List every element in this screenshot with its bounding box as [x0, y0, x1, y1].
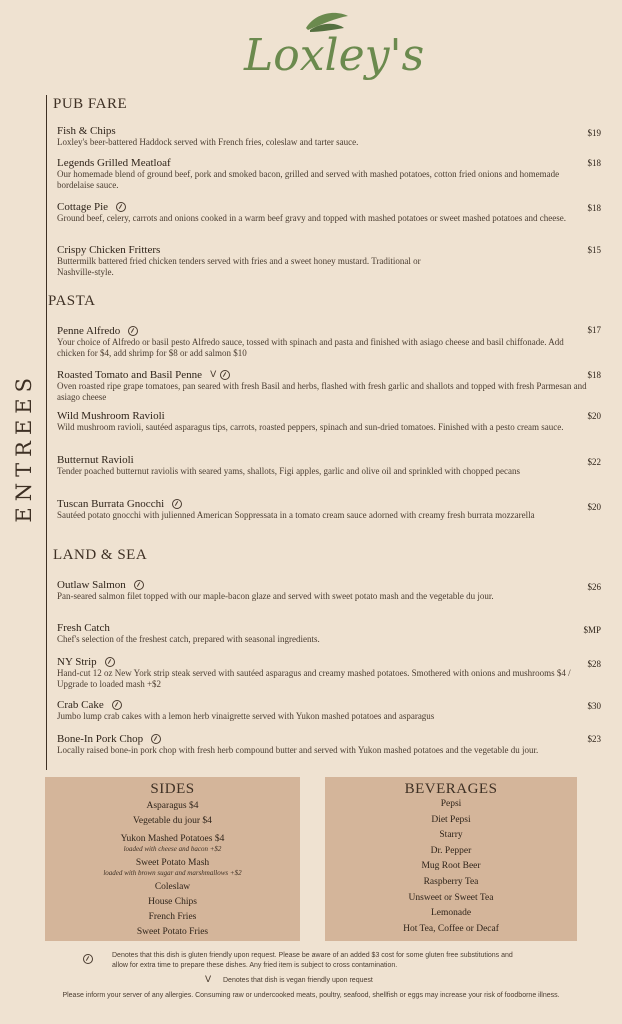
logo-wordmark: Loxley's [244, 30, 425, 81]
beverage-item: Pepsi [440, 799, 462, 809]
section-title-pasta: PASTA [48, 293, 96, 309]
menu-item-fish-chips [57, 125, 587, 148]
sides-title: SIDES [150, 781, 195, 797]
item-name: NY Strip [57, 656, 97, 668]
item-desc: Hand-cut 12 oz New York strip steak served with sautéed asparagus and creamy mashed potatoes. Smothered with onions and mushrooms $4 / Upgrade to loaded mash +$2 [57, 668, 571, 689]
item-name: Penne Alfredo [57, 325, 121, 337]
item-desc: Oven roasted ripe grape tomatoes, pan seared with fresh Basil and herbs, flashed with fresh garlic and shallots and topped with fresh Parmesan and asiago cheese [57, 381, 587, 402]
item-name: Fresh Catch [57, 622, 110, 634]
menu-item-butternut-ravioli [57, 454, 587, 477]
leaf-logo-icon [236, 8, 425, 86]
item-price: $15 [587, 245, 601, 255]
item-desc: Locally raised bone-in pork chop with fresh herb compound butter and served with Yukon mashed potatoes and the vegetable du jour. [57, 745, 539, 755]
item-desc: Pan-seared salmon filet topped with our maple-bacon glaze and served with sweet potato mash and the vegetable du jour. [57, 591, 494, 601]
side-item: Asparagus $4 [146, 801, 199, 811]
item-desc: Chef's selection of the freshest catch, prepared with seasonal ingredients. [57, 634, 320, 644]
item-price: $28 [587, 659, 601, 669]
legend-vegan-note: Denotes that dish is vegan friendly upon request [223, 977, 373, 984]
section-title-pub-fare: PUB FARE [53, 96, 128, 112]
beverage-item: Lemonade [430, 908, 472, 919]
side-item: Vegetable du jour $4 [133, 816, 212, 826]
section-title-land-sea: LAND & SEA [53, 547, 148, 563]
beverage-item: Mug Root Beer [421, 861, 481, 872]
menu-item-tomato-basil-penne [57, 369, 587, 402]
entrees-divider-line [46, 95, 47, 770]
menu-item-fresh-catch [57, 622, 587, 645]
side-item: House Chips [148, 897, 197, 907]
item-price: $30 [587, 701, 601, 711]
legend-gluten-note: Denotes that this dish is gluten friendly upon request. Please be aware of an added $3 cost for some gluten free substitutions and allow for extra time to prepare these dishes. Any fried item is subject to cross contamination. [112, 952, 513, 969]
entrees-side-label: ENTREES [12, 372, 36, 523]
gluten-friendly-icon [105, 657, 115, 667]
vegan-icon: V [210, 370, 217, 380]
item-desc: Our homemade blend of ground beef, pork and smoked bacon, grilled and served with mashed potatoes, cotton fried onions and homemade bordelaise sauce. [57, 169, 560, 190]
item-price: $18 [587, 203, 601, 213]
item-desc: Wild mushroom ravioli, sautéed asparagus tips, carrots, roasted peppers, spinach and sun-dried tomatoes. Finished with a pesto cream sauce. [57, 422, 564, 432]
menu-item-mushroom-ravioli [57, 410, 587, 433]
beverages-box [325, 777, 577, 941]
side-item-note: loaded with cheese and bacon +$2 [123, 845, 222, 853]
menu-item-meatloaf [57, 157, 587, 190]
gluten-friendly-icon [116, 202, 126, 212]
item-name: Cottage Pie [57, 201, 109, 213]
item-desc: Jumbo lump crab cakes with a lemon herb vinaigrette served with Yukon mashed potatoes and asparagus [57, 711, 435, 721]
item-price: $17 [587, 325, 601, 335]
item-name: Crab Cake [57, 699, 104, 711]
gluten-friendly-icon [151, 734, 161, 744]
menu-item-pork-chop [57, 733, 587, 756]
item-desc: Tender poached butternut raviolis with seared yams, shallots, Figi apples, garlic and olive oil and sprinkled with chopped pecans [57, 466, 521, 476]
item-name: Wild Mushroom Ravioli [57, 410, 165, 422]
menu-item-ny-strip [57, 656, 587, 689]
item-price: $23 [587, 734, 601, 744]
item-desc: Your choice of Alfredo or basil pesto Alfredo sauce, tossed with spinach and pasta and finished with asiago cheese and basil chiffonade. Add chicken for $4, add shrimp for $8 or add salmon $10 [57, 337, 564, 358]
item-name: Crispy Chicken Fritters [57, 244, 161, 256]
beverage-item: Raspberry Tea [423, 876, 479, 887]
item-price: $18 [587, 158, 601, 168]
menu-item-penne-alfredo [57, 325, 587, 358]
item-price: $20 [587, 502, 601, 512]
item-price: $19 [587, 128, 601, 138]
gluten-friendly-icon [134, 580, 144, 590]
allergy-footer: Please inform your server of any allergies. Consuming raw or undercooked meats, poultry, seafood, shellfish or eggs may increase your risk of foodborne illness. [62, 992, 560, 999]
menu-item-chicken-fritters [57, 244, 587, 277]
side-item: French Fries [148, 912, 197, 922]
gluten-friendly-icon [220, 370, 230, 380]
side-item: Sweet Potato Mash [135, 858, 210, 868]
loxleys-logo [236, 8, 425, 86]
beverages-title: BEVERAGES [404, 781, 498, 797]
gluten-friendly-icon [112, 700, 122, 710]
menu-item-crab-cake [57, 699, 587, 722]
item-price: $MP [583, 625, 601, 635]
beverage-item: Unsweet or Sweet Tea [408, 892, 494, 903]
item-name: Outlaw Salmon [57, 579, 126, 591]
side-item: Sweet Potato Fries [136, 927, 209, 937]
gluten-friendly-icon [128, 326, 138, 336]
beverage-item: Starry [439, 830, 463, 841]
menu-item-burrata-gnocchi [57, 498, 587, 521]
item-desc: Loxley's beer-battered Haddock served with French fries, coleslaw and tarter sauce. [57, 137, 359, 147]
item-price: $18 [587, 370, 601, 380]
item-name: Roasted Tomato and Basil Penne [57, 369, 203, 381]
item-name: Tuscan Burrata Gnocchi [57, 498, 165, 510]
item-desc: Ground beef, celery, carrots and onions cooked in a warm beef gravy and topped with mashed potatoes or sweet mashed potatoes and cheese. [57, 213, 566, 223]
item-price: $22 [587, 457, 601, 467]
sides-box [45, 777, 300, 941]
item-name: Fish & Chips [57, 125, 116, 137]
item-desc: Buttermilk battered fried chicken tenders served with fries and a sweet honey mustard. Traditional or Nashville-style. [57, 256, 421, 277]
beverage-item: Diet Pepsi [431, 814, 471, 825]
beverage-item: Dr. Pepper [430, 845, 472, 856]
menu-item-outlaw-salmon [57, 579, 587, 602]
gluten-friendly-icon [172, 499, 182, 509]
item-name: Legends Grilled Meatloaf [57, 157, 171, 169]
side-item: Yukon Mashed Potatoes $4 [120, 834, 225, 844]
menu-item-cottage-pie [57, 201, 587, 224]
side-item: Coleslaw [154, 882, 191, 892]
side-item-note: loaded with brown sugar and marshmallows +$2 [103, 869, 242, 877]
item-desc: Sautéed potato gnocchi with julienned American Soppressata in a tomato cream sauce adorned with creamy fresh burrata mozzarella [57, 510, 535, 520]
item-name: Bone-In Pork Chop [57, 733, 144, 745]
item-price: $20 [587, 411, 601, 421]
item-name: Butternut Ravioli [57, 454, 134, 466]
item-price: $26 [587, 582, 601, 592]
gluten-friendly-icon [83, 954, 93, 964]
beverage-item: Hot Tea, Coffee or Decaf [403, 923, 499, 934]
vegan-icon: V [205, 975, 212, 985]
